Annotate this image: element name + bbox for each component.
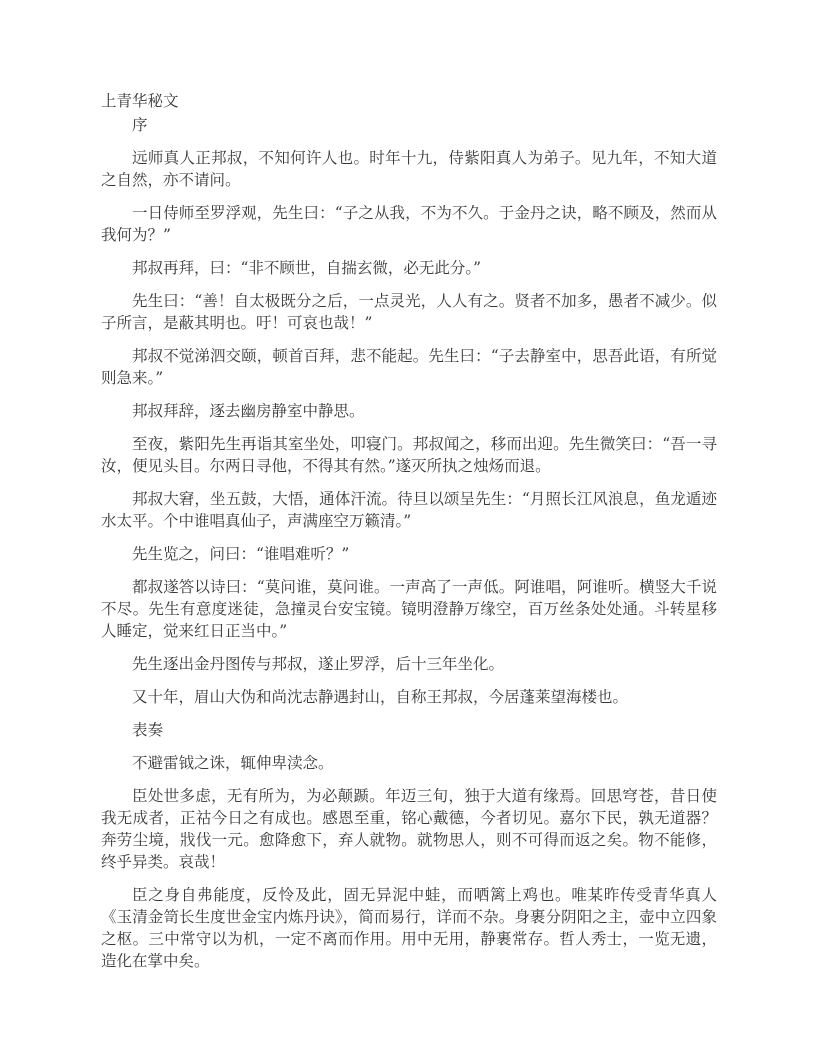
preface-heading: 序	[132, 116, 148, 134]
preface-paragraph: 邦叔拜辞，逐去幽房静室中静思。	[132, 402, 365, 420]
preface-paragraph: 至夜，紫阳先生再诣其室坐处，叩寝门。邦叔闻之，移而出迎。先生微笑曰：“吾一寻汝，便见头目。尔两日寻他，不得其有然。”遂灭所执之烛炀而退。	[101, 435, 717, 475]
memorial-paragraph: 臣处世多虑，无有所为，为必颠踬。年迈三旬，独于大道有缘焉。回思穹苍，昔日使我无成者，正祜今日之有成也。感恩至重，铭心戴德，今者切见。嘉尔下民，孰无道器？奔劳尘境，戕伐一元。愈降愈下，弃人就物。就物思人，则不可得而返之矣。物不能修，终乎异类。哀哉！	[101, 787, 717, 871]
document-title: 上青华秘文	[101, 92, 179, 110]
memorial-paragraph: 不避雷钺之诛，辄伸卑渎念。	[132, 754, 334, 772]
document-content	[101, 90, 717, 972]
preface-paragraph: 又十年，眉山大伪和尚沈志静遇封山，自称王邦叔，今居蓬莱望海楼也。	[132, 688, 629, 706]
preface-paragraph: 先生览之，问曰：“谁唱难听？”	[132, 545, 350, 563]
preface-paragraph: 一日侍师至罗浮观，先生曰：“子之从我，不为不久。于金丹之诀，略不顾及，然而从我何为？”	[101, 204, 717, 244]
preface-paragraph: 邦叔再拜，曰：“非不顾世，自揣玄微，必无此分。”	[132, 259, 482, 277]
memorial-heading: 表奏	[132, 721, 164, 739]
preface-paragraph: 都叔遂答以诗曰：“莫问谁，莫问谁。一声高了一声低。阿谁唱，阿谁听。横竖大千说不尽。先生有意度迷徒，急撞灵台安宝镜。镜明澄静万缘空，百万丝条处处通。斗转星移人睡定，觉来红日正当中。”	[101, 578, 717, 640]
preface-paragraph: 远师真人正邦叔，不知何许人也。时年十九，侍紫阳真人为弟子。见九年，不知大道之自然，亦不请问。	[101, 149, 717, 189]
preface-paragraph: 邦叔不觉涕泗交颐，顿首百拜，悲不能起。先生曰：“子去静室中，思吾此语，有所觉则急来。”	[101, 347, 717, 387]
preface-paragraph: 先生逐出金丹图传与邦叔，遂止罗浮，后十三年坐化。	[132, 655, 505, 673]
preface-paragraph: 邦叔大窘，坐五鼓，大悟，通体汗流。待旦以颂呈先生：“月照长江风浪息，鱼龙遁迹水太平。个中谁唱真仙子，声满座空万籁清。”	[101, 490, 717, 530]
memorial-paragraph: 臣之身自弗能度，反怜及此，固无异泥中蛙，而哂篱上鸡也。唯某昨传受青华真人《玉清金笥长生度世金宝内炼丹诀》，简而易行，详而不杂。身裹分阴阳之主，壶中立四象之枢。三中常守以为机，一定不离而作用。用中无用，静裹常存。哲人秀士，一览无遗，造化在掌中矣。	[101, 886, 717, 970]
preface-paragraph: 先生曰：“善！自太极既分之后，一点灵光，人人有之。贤者不加多，愚者不减少。似子所言，是蔽其明也。吁！可哀也哉！”	[101, 292, 717, 332]
